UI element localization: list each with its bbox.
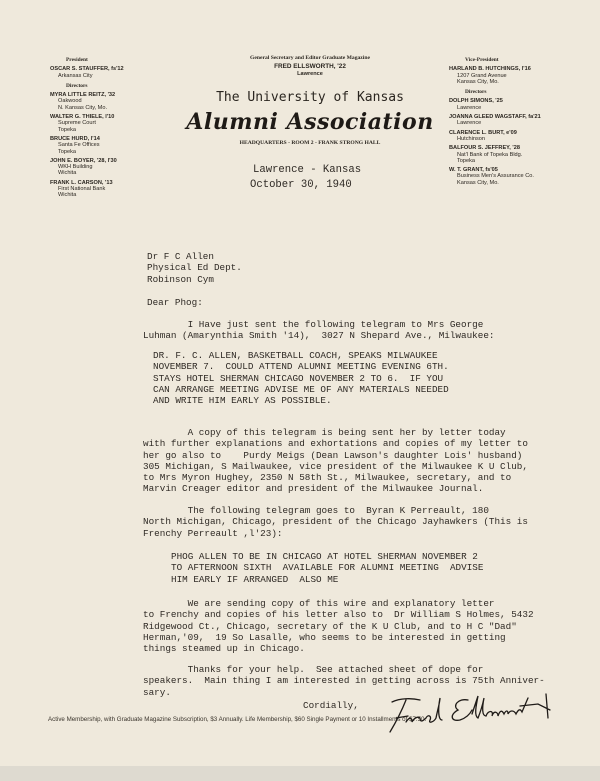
vice-president-label: Vice-President <box>465 57 499 63</box>
letterhead-city: Lawrence - Kansas <box>253 164 362 176</box>
recipient-address <box>147 251 242 285</box>
officer-detail: Arkansas City <box>58 72 93 79</box>
officer-detail: Kansas City, Mo. <box>457 179 499 186</box>
text-line: speakers. Main thing I am interested in getting across is 75th Anniver- <box>143 675 545 687</box>
text-line: DR. F. C. ALLEN, BASKETBALL COACH, SPEAKS MILWAUKEE <box>153 350 438 361</box>
text-line: Thanks for your help. See attached sheet of dope for <box>143 664 484 675</box>
directors-label: Directors <box>66 82 88 89</box>
officer-detail: Oakwood <box>58 98 82 105</box>
text-line: CAN ARRANGE MEETING ADVISE ME OF ANY MATERIALS NEEDED <box>153 383 449 395</box>
officer-name: MYRA LITTLE REITZ, '32 <box>50 92 116 99</box>
closing: Cordially, <box>303 700 359 711</box>
officer-detail: Topeka <box>457 157 476 164</box>
officer-entry <box>50 180 170 199</box>
officer-name: BALFOUR S. JEFFREY, '28 <box>449 145 520 152</box>
telegram-2 <box>171 551 483 585</box>
paragraph-3 <box>143 505 528 539</box>
officer-detail: Supreme Court <box>58 120 96 127</box>
text-line: 305 Michigan, S Mailwaukee, vice president of the Milwaukee K U Club, <box>143 460 528 472</box>
text-line: AND WRITE HIM EARLY AS POSSIBLE. <box>153 395 332 407</box>
officer-entry <box>449 167 579 186</box>
officer-entry <box>449 66 579 85</box>
officer-entry <box>449 98 579 111</box>
officer-name: JOHN E. BOYER, '28, l'30 <box>50 157 117 164</box>
officer-name: W. T. GRANT, fs'05 <box>449 167 498 174</box>
text-line: with further explanations and exhortations and copies of my letter to <box>143 438 528 450</box>
officer-detail: Business Men's Assurance Co. <box>457 173 534 180</box>
officer-detail: Topeka <box>58 148 77 155</box>
membership-footer: Active Membership, with Graduate Magazine Subscription, $3 Annually. Life Membership, $60 Single Payment or 10 Installments of $7.50. <box>48 716 427 723</box>
text-line: her go also to Purdy Meigs (Dean Lawson's daughter Lois' husband) <box>143 449 523 461</box>
paragraph-2 <box>143 427 528 495</box>
text-line: Dr F C Allen <box>147 251 214 262</box>
headquarters-line: HEADQUARTERS - ROOM 2 - FRANK STRONG HALL <box>239 140 381 146</box>
officers-left-column <box>50 55 170 199</box>
text-line: to Frenchy and copies of his letter also to Dr William S Holmes, 5432 <box>143 609 534 621</box>
officer-name: JOANNA GLEED WAGSTAFF, fa'21 <box>449 114 541 121</box>
officer-detail: Topeka <box>58 126 77 133</box>
paragraph-1 <box>143 319 494 342</box>
text-line: PHOG ALLEN TO BE IN CHICAGO AT HOTEL SHERMAN NOVEMBER 2 <box>171 551 478 562</box>
secretary-name: FRED ELLSWORTH, '22 <box>274 63 346 70</box>
officer-name: OSCAR S. STAUFFER, fs'12 <box>50 66 124 73</box>
officer-name: BRUCE HURD, l'14 <box>50 135 100 142</box>
text-line: Herman,'09, 19 So Lasalle, who seems to be interested in getting <box>143 631 506 643</box>
officer-entry <box>50 136 170 155</box>
secretary-title: General Secretary and Editor Graduate Magazine <box>250 55 370 61</box>
officer-entry <box>449 114 579 127</box>
text-line: things steamed up in Chicago. <box>143 643 305 655</box>
salutation: Dear Phog: <box>147 297 203 308</box>
paragraph-4 <box>143 598 534 654</box>
officer-entry <box>449 130 579 143</box>
officer-entry <box>50 66 170 79</box>
officers-right-column <box>449 55 579 186</box>
text-line: A copy of this telegram is being sent her by letter today <box>143 427 506 438</box>
officer-name: CLARENCE L. BURT, e'09 <box>449 129 517 136</box>
text-line: North Michigan, Chicago, president of the Chicago Jayhawkers (This is <box>143 516 528 528</box>
text-line: We are sending copy of this wire and explanatory letter <box>143 598 495 609</box>
directors-list <box>449 98 579 186</box>
president-label: President <box>66 57 88 63</box>
officer-entry <box>50 158 170 177</box>
officer-detail: N. Kansas City, Mo. <box>58 104 108 111</box>
text-line: STAYS HOTEL SHERMAN CHICAGO NOVEMBER 2 TO 6. IF YOU <box>153 372 444 384</box>
association-name: Alumni Association <box>186 109 434 135</box>
officer-entry <box>50 114 170 133</box>
scan-edge <box>0 766 600 781</box>
text-line: Physical Ed Dept. <box>147 262 242 274</box>
text-line: Luhman (Amarynthia Smith '14), 3027 N Shepard Ave., Milwaukee: <box>143 330 495 342</box>
officer-name: WALTER G. THIELE, l'10 <box>50 114 115 121</box>
officer-detail: Santa Fe Offices <box>58 142 100 149</box>
text-line: NOVEMBER 7. COULD ATTEND ALUMNI MEETING EVENING 6TH. <box>153 361 449 373</box>
text-line: TO AFTERNOON SIXTH AVAILABLE FOR ALUMNI MEETING ADVISE <box>171 562 484 574</box>
officer-entry <box>449 145 579 164</box>
officer-name: DOLPH SIMONS, '25 <box>449 98 503 105</box>
text-line: HIM EARLY IF ARRANGED ALSO ME <box>171 573 339 585</box>
directors-list <box>50 92 170 198</box>
officer-detail: Wichita <box>58 170 77 177</box>
officer-detail: WKH Building <box>58 164 93 171</box>
officer-detail: Nat'l Bank of Topeka Bldg. <box>457 151 523 158</box>
officer-detail: Lawrence <box>457 104 482 111</box>
officer-detail: Kansas City, Mo. <box>457 78 499 85</box>
officer-detail: Lawrence <box>457 120 482 127</box>
directors-label: Directors <box>465 89 487 96</box>
officer-detail: Hutchinson <box>457 135 485 142</box>
telegram-1 <box>153 350 449 406</box>
text-line: Marvin Creager editor and president of the Milwaukee Journal. <box>143 483 484 495</box>
text-line: Frenchy Perreault ,l'23): <box>143 527 283 539</box>
officer-entry <box>50 92 170 111</box>
text-line: Robinson Cym <box>147 273 214 285</box>
text-line: I Have just sent the following telegram to Mrs George <box>143 319 484 330</box>
officer-detail: Wichita <box>58 192 77 199</box>
signature <box>370 688 560 738</box>
text-line: sary. <box>143 686 171 698</box>
letter-date: October 30, 1940 <box>250 179 352 191</box>
officer-name: HARLAND B. HUTCHINGS, l'16 <box>449 66 531 73</box>
text-line: to Mrs Myron Hughey, 2350 N 58th St., Milwaukee, secretary, and to <box>143 472 512 484</box>
university-name: The University of Kansas <box>216 90 404 105</box>
officer-detail: 1207 Grand Avenue <box>457 72 507 79</box>
text-line: The following telegram goes to Byran K Perreault, 180 <box>143 505 489 516</box>
officer-name: FRANK L. CARSON, '13 <box>50 179 113 186</box>
secretary-city: Lawrence <box>297 71 323 77</box>
text-line: Ridgewood Ct., Chicago, secretary of the K U Club, and to H C "Dad" <box>143 620 517 632</box>
officer-detail: First National Bank <box>58 186 106 193</box>
